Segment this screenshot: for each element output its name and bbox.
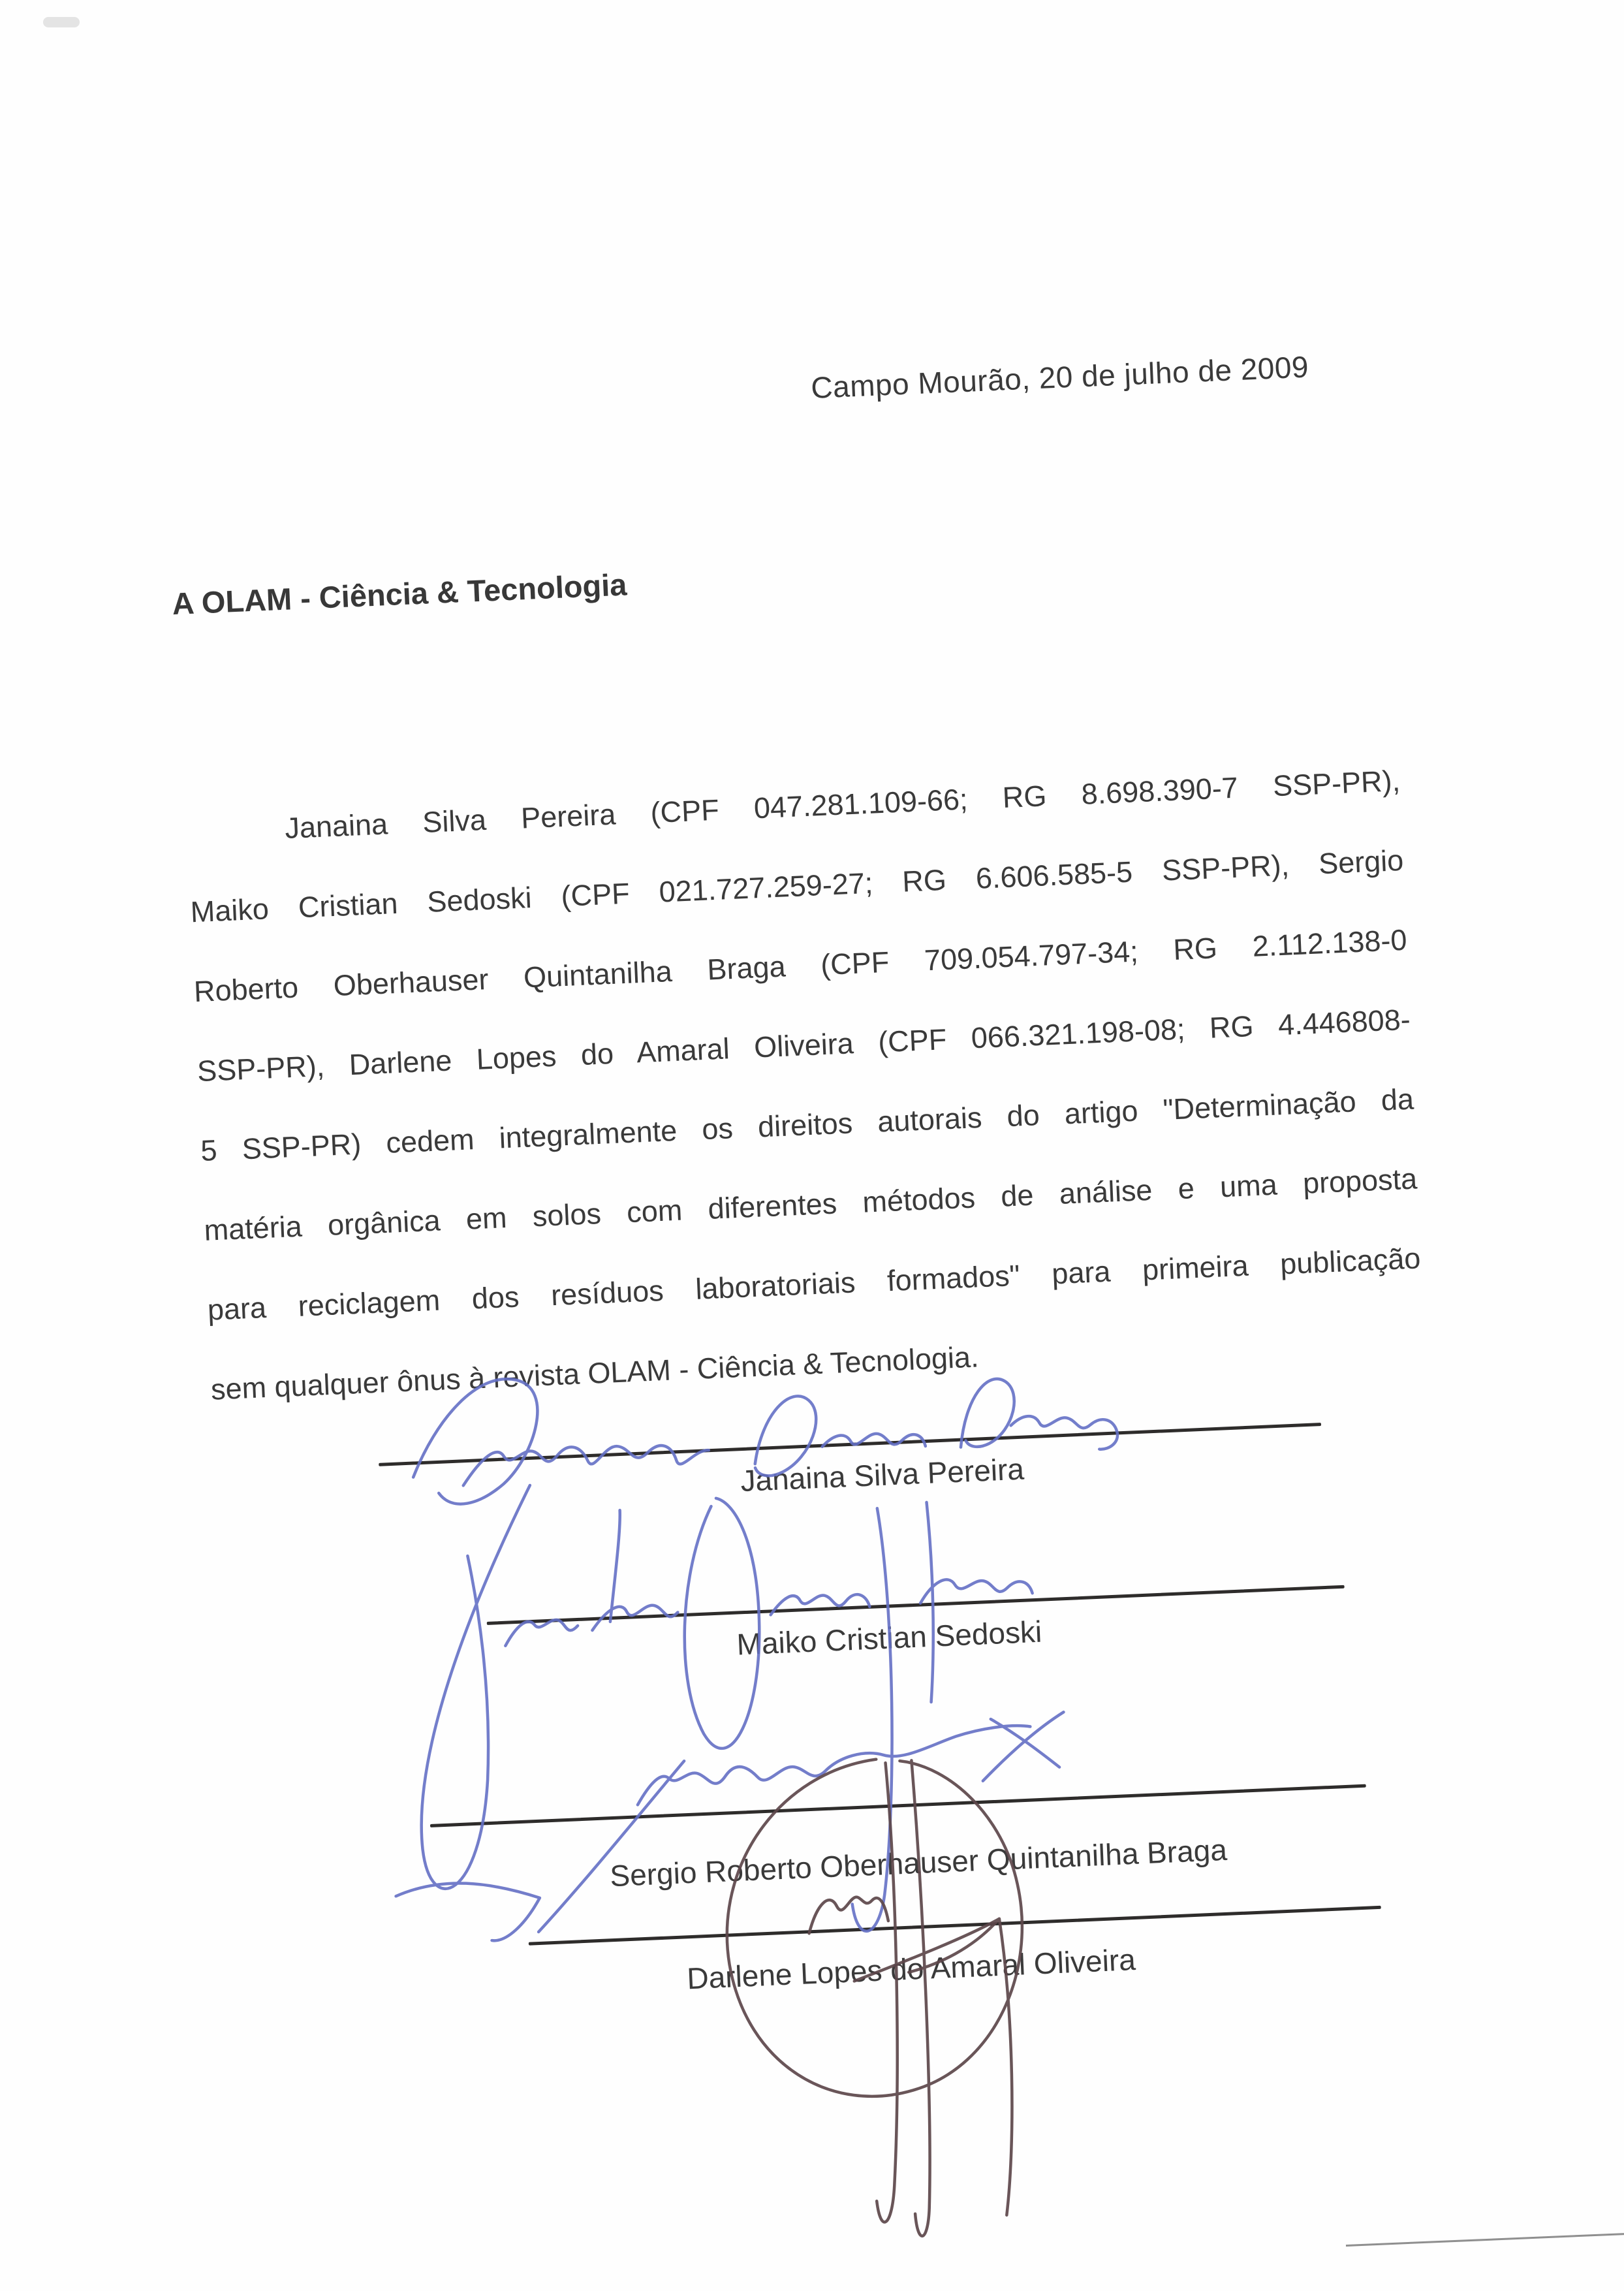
letter-body: [185, 741, 1426, 1430]
body-line: sem qualquer ônus à revista OLAM - Ciência & Tecnologia.: [210, 1340, 980, 1406]
recipient-heading: A OLAM - Ciência & Tecnologia: [171, 567, 628, 622]
body-line: matéria orgânica em solos com diferentes métodos de análise e uma proposta: [203, 1161, 1418, 1247]
body-line: Janaina Silva Pereira (CPF 047.281.109-66; RG 8.698.390-7 SSP-PR),: [284, 763, 1401, 845]
maroon-ink-signature: [720, 1754, 1036, 2244]
body-line: Maiko Cristian Sedoski (CPF 021.727.259-27; RG 6.606.585-5 SSP-PR), Sergio: [189, 843, 1405, 929]
janaina-descender-loop: [407, 1485, 547, 1889]
sergio-signature-stroke: [635, 1725, 1033, 1805]
body-line: 5 SSP-PR) cedem integralmente os direitos autorais do artigo "Determinação da: [200, 1082, 1414, 1168]
printed-name-maiko: Maiko Cristian Sedoski: [736, 1614, 1043, 1662]
scan-smudge-artifact: [43, 17, 80, 27]
signature-line-4: [529, 1906, 1381, 1946]
printed-name-janaina: Janaina Silva Pereira: [740, 1451, 1025, 1498]
body-line: Roberto Oberhauser Quintanilha Braga (CPF 709.054.797-34; RG 2.112.138-0: [193, 923, 1408, 1009]
printed-name-darlene: Darlene Lopes do Amaral Oliveira: [686, 1942, 1136, 1996]
printed-name-sergio: Sergio Roberto Oberhauser Quintanilha Braga: [609, 1832, 1228, 1893]
body-line: para reciclagem dos resíduos laboratoriais formados" para primeira publicação: [206, 1241, 1422, 1327]
body-line: SSP-PR), Darlene Lopes do Amaral Oliveira (CPF 066.321.198-08; RG 4.446808-: [196, 1002, 1411, 1088]
signature-line-3: [430, 1784, 1366, 1827]
date-line: Campo Mourão, 20 de julho de 2009: [810, 349, 1310, 405]
